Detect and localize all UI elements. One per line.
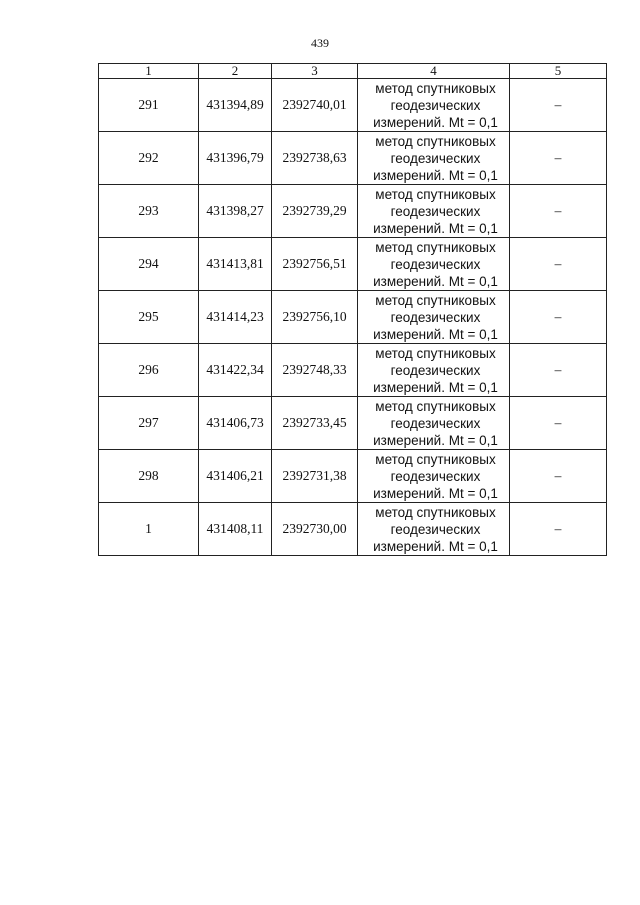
x-coordinate-cell: 431406,21 bbox=[199, 450, 272, 503]
point-number-cell: 291 bbox=[99, 79, 199, 132]
point-number-cell: 295 bbox=[99, 291, 199, 344]
table-row bbox=[99, 450, 607, 503]
column-header-1: 1 bbox=[99, 64, 199, 79]
method-line-1: метод спутниковых bbox=[375, 80, 496, 96]
note-cell: – bbox=[510, 450, 607, 503]
method-line-3: измерений. Mt = 0,1 bbox=[373, 220, 498, 236]
method-line-1: метод спутниковых bbox=[375, 239, 496, 255]
table-row bbox=[99, 79, 607, 132]
table-row bbox=[99, 397, 607, 450]
table-row bbox=[99, 291, 607, 344]
column-header-4: 4 bbox=[358, 64, 510, 79]
table-row bbox=[99, 344, 607, 397]
point-number-cell: 293 bbox=[99, 185, 199, 238]
point-number-cell: 294 bbox=[99, 238, 199, 291]
y-coordinate-cell: 2392731,38 bbox=[272, 450, 358, 503]
method-line-1: метод спутниковых bbox=[375, 451, 496, 467]
method-line-2: геодезических bbox=[390, 150, 481, 166]
method-cell bbox=[358, 503, 510, 556]
method-line-1: метод спутниковых bbox=[375, 398, 496, 414]
y-coordinate-cell: 2392738,63 bbox=[272, 132, 358, 185]
column-header-3: 3 bbox=[272, 64, 358, 79]
x-coordinate-cell: 431413,81 bbox=[199, 238, 272, 291]
method-cell bbox=[358, 238, 510, 291]
x-coordinate-cell: 431414,23 bbox=[199, 291, 272, 344]
method-cell bbox=[358, 132, 510, 185]
method-cell bbox=[358, 397, 510, 450]
method-line-2: геодезических bbox=[390, 97, 481, 113]
point-number-cell: 292 bbox=[99, 132, 199, 185]
x-coordinate-cell: 431398,27 bbox=[199, 185, 272, 238]
note-cell: – bbox=[510, 344, 607, 397]
note-cell: – bbox=[510, 503, 607, 556]
method-line-3: измерений. Mt = 0,1 bbox=[373, 167, 498, 183]
method-line-2: геодезических bbox=[390, 256, 481, 272]
point-number-cell: 1 bbox=[99, 503, 199, 556]
method-line-3: измерений. Mt = 0,1 bbox=[373, 273, 498, 289]
method-cell bbox=[358, 450, 510, 503]
y-coordinate-cell: 2392740,01 bbox=[272, 79, 358, 132]
method-line-2: геодезических bbox=[390, 309, 481, 325]
method-line-3: измерений. Mt = 0,1 bbox=[373, 326, 498, 342]
x-coordinate-cell: 431422,34 bbox=[199, 344, 272, 397]
note-cell: – bbox=[510, 238, 607, 291]
method-line-2: геодезических bbox=[390, 468, 481, 484]
note-cell: – bbox=[510, 185, 607, 238]
table-row bbox=[99, 238, 607, 291]
method-line-2: геодезических bbox=[390, 203, 481, 219]
method-line-1: метод спутниковых bbox=[375, 345, 496, 361]
column-header-5: 5 bbox=[510, 64, 607, 79]
y-coordinate-cell: 2392756,10 bbox=[272, 291, 358, 344]
x-coordinate-cell: 431394,89 bbox=[199, 79, 272, 132]
method-line-3: измерений. Mt = 0,1 bbox=[373, 379, 498, 395]
method-line-3: измерений. Mt = 0,1 bbox=[373, 114, 498, 130]
table-body bbox=[99, 79, 607, 556]
x-coordinate-cell: 431396,79 bbox=[199, 132, 272, 185]
table-header bbox=[99, 64, 607, 79]
y-coordinate-cell: 2392730,00 bbox=[272, 503, 358, 556]
y-coordinate-cell: 2392748,33 bbox=[272, 344, 358, 397]
header-row bbox=[99, 64, 607, 79]
y-coordinate-cell: 2392733,45 bbox=[272, 397, 358, 450]
column-header-2: 2 bbox=[199, 64, 272, 79]
method-line-1: метод спутниковых bbox=[375, 292, 496, 308]
page-number: 439 bbox=[311, 36, 329, 50]
method-cell bbox=[358, 344, 510, 397]
point-number-cell: 297 bbox=[99, 397, 199, 450]
y-coordinate-cell: 2392739,29 bbox=[272, 185, 358, 238]
point-number-cell: 298 bbox=[99, 450, 199, 503]
note-cell: – bbox=[510, 132, 607, 185]
x-coordinate-cell: 431408,11 bbox=[199, 503, 272, 556]
method-cell bbox=[358, 185, 510, 238]
table-row bbox=[99, 185, 607, 238]
method-line-1: метод спутниковых bbox=[375, 504, 496, 520]
method-line-3: измерений. Mt = 0,1 bbox=[373, 485, 498, 501]
note-cell: – bbox=[510, 397, 607, 450]
note-cell: – bbox=[510, 291, 607, 344]
method-line-3: измерений. Mt = 0,1 bbox=[373, 432, 498, 448]
method-line-2: геодезических bbox=[390, 362, 481, 378]
coordinates-table bbox=[98, 63, 607, 556]
method-cell bbox=[358, 291, 510, 344]
table-row bbox=[99, 132, 607, 185]
method-line-1: метод спутниковых bbox=[375, 186, 496, 202]
method-line-2: геодезических bbox=[390, 415, 481, 431]
method-line-2: геодезических bbox=[390, 521, 481, 537]
method-cell bbox=[358, 79, 510, 132]
y-coordinate-cell: 2392756,51 bbox=[272, 238, 358, 291]
x-coordinate-cell: 431406,73 bbox=[199, 397, 272, 450]
method-line-1: метод спутниковых bbox=[375, 133, 496, 149]
method-line-3: измерений. Mt = 0,1 bbox=[373, 538, 498, 554]
point-number-cell: 296 bbox=[99, 344, 199, 397]
note-cell: – bbox=[510, 79, 607, 132]
table-row bbox=[99, 503, 607, 556]
